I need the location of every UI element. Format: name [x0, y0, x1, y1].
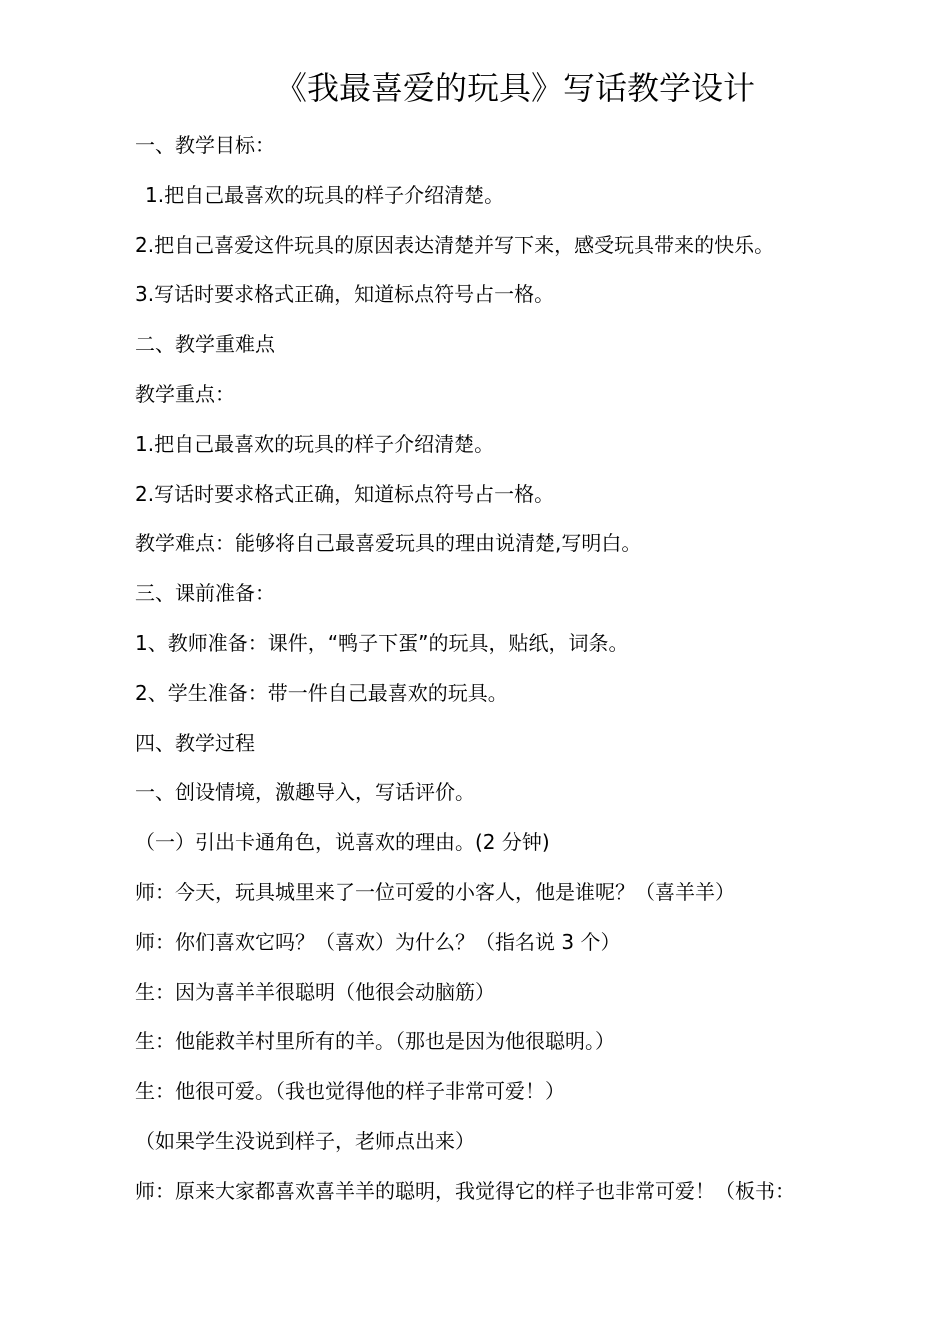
document-body: [135, 121, 925, 1217]
goal-item-1: 1.把自己最喜欢的玩具的样子介绍清楚。: [145, 182, 505, 207]
dialogue-note: （如果学生没说到样子，老师点出来）: [135, 1128, 475, 1153]
goal-item-3: 3.写话时要求格式正确，知道标点符号占一格。: [135, 282, 555, 307]
dialogue-line: 生：因为喜羊羊很聪明（他很会动脑筋）: [135, 979, 495, 1004]
student-preparation: 2、学生准备：带一件自己最喜欢的玩具。: [135, 680, 508, 705]
heading-teaching-goals: 一、教学目标：: [135, 133, 275, 157]
subheading-key-points: 教学重点：: [135, 381, 235, 406]
heading-key-difficult-points: 二、教学重难点: [135, 332, 275, 357]
dialogue-line: 师：原来大家都喜欢喜羊羊的聪明，我觉得它的样子也非常可爱！（板书：: [135, 1178, 795, 1203]
heading-teaching-process: 四、教学过程: [135, 730, 255, 755]
goal-item-2: 2.把自己喜爱这件玩具的原因表达清楚并写下来，感受玩具带来的快乐。: [135, 232, 775, 257]
dialogue-line: 生：他能救羊村里所有的羊。（那也是因为他很聪明。）: [135, 1029, 615, 1054]
key-point-2: 2.写话时要求格式正确，知道标点符号占一格。: [135, 481, 555, 506]
heading-preparation: 三、课前准备：: [135, 581, 275, 606]
difficult-point: 教学难点：能够将自己最喜爱玩具的理由说清楚,写明白。: [135, 531, 642, 556]
key-point-1: 1.把自己最喜欢的玩具的样子介绍清楚。: [135, 431, 495, 456]
process-step-1: 一、创设情境，激趣导入，写话评价。: [135, 780, 475, 805]
document-title: 《我最喜爱的玩具》写话教学设计: [274, 69, 755, 107]
teacher-preparation: 1、教师准备：课件，“鸭子下蛋”的玩具，贴纸，词条。: [135, 630, 629, 655]
dialogue-line: 师：今天，玩具城里来了一位可爱的小客人，他是谁呢？（喜羊羊）: [135, 879, 735, 904]
dialogue-line: 师：你们喜欢它吗？（喜欢）为什么？（指名说 3 个）: [135, 929, 621, 954]
dialogue-line: 生：他很可爱。（我也觉得他的样子非常可爱！）: [135, 1079, 565, 1104]
process-substep-1: （一）引出卡通角色，说喜欢的理由。(2 分钟): [135, 830, 550, 855]
